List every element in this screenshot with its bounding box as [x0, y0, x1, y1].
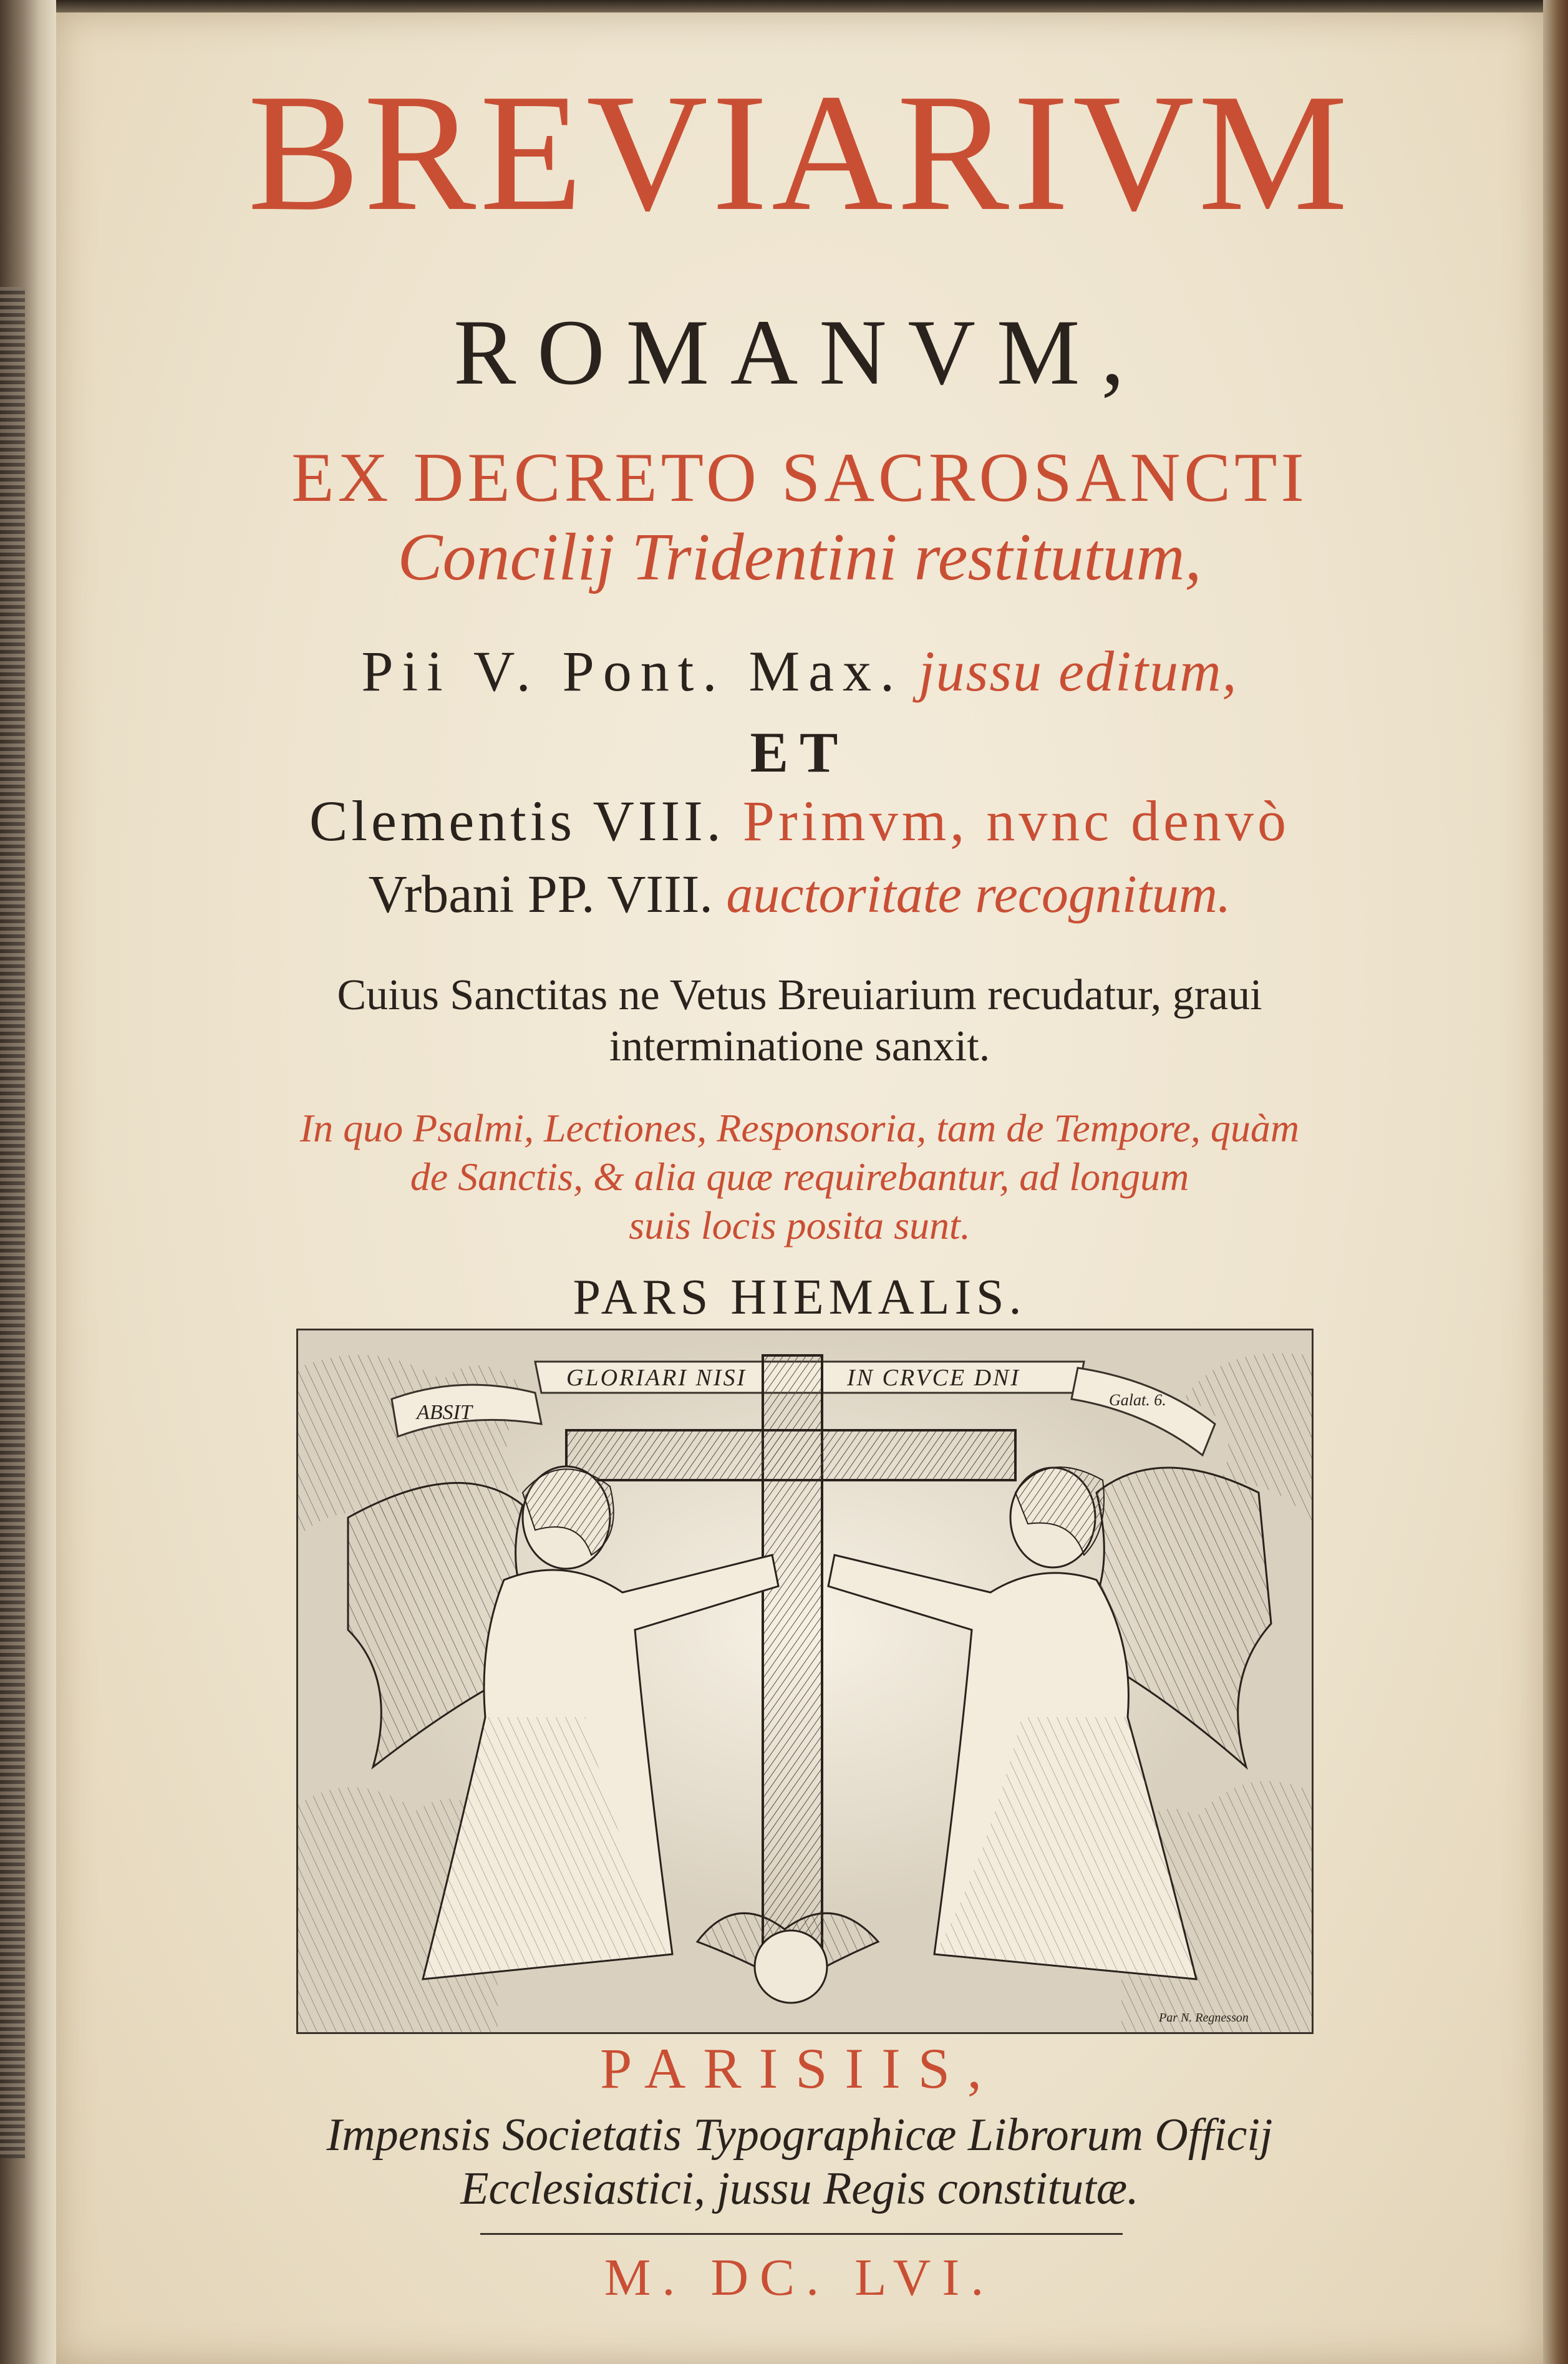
engraving-angels-cross	[296, 1329, 1314, 2034]
publication-date: M. DC. LVI.	[604, 2249, 995, 2307]
title-breviarium: BREVIARIVM	[247, 59, 1352, 246]
line-pius	[56, 639, 1543, 703]
banner-left-text: ABSIT	[417, 1401, 472, 1424]
notice	[56, 970, 1543, 1072]
banner-center-text-b: IN CRVCE DNI	[847, 1365, 1021, 1391]
urban-name: Vrbani PP. VIII.	[368, 864, 713, 924]
line-clement	[56, 789, 1543, 853]
imprint-line-1: Impensis Societatis Typographicæ Librorum Officij	[326, 2110, 1273, 2161]
urban-recognitum: auctoritate recognitum.	[726, 864, 1231, 924]
clement-primum: Primvm, nvnc denvò	[742, 789, 1290, 853]
pars-hiemalis: PARS HIEMALIS.	[573, 1270, 1027, 1325]
line-urban	[56, 864, 1543, 924]
facing-page-print	[0, 287, 25, 2158]
book-right-edge	[1543, 0, 1568, 2364]
notice-line-2: interminatione sanxit.	[609, 1022, 990, 1070]
imprint	[56, 2108, 1543, 2216]
banner-center-text-a: GLORIARI NISI	[566, 1365, 747, 1391]
banner-right-text: Galat. 6.	[1109, 1391, 1166, 1409]
title-concilij: Concilij Tridentini restitutum,	[397, 520, 1202, 594]
contents-line-2: de Sanctis, & alia quæ requirebantur, ad longum	[410, 1155, 1189, 1199]
pius-jussu: jussu editum,	[919, 639, 1238, 703]
notice-line-1: Cuius Sanctitas ne Vetus Breuiarium recudatur, graui	[337, 971, 1262, 1019]
contents-line-3: suis locis posita sunt.	[629, 1203, 970, 1247]
pius-name: Pii V. Pont. Max.	[361, 639, 903, 703]
line-et: ET	[750, 720, 849, 784]
engraver-signature: Par N. Regnesson	[1159, 2011, 1249, 2025]
imprint-rule	[480, 2233, 1123, 2235]
clement-name: Clementis VIII.	[309, 789, 725, 853]
contents	[56, 1104, 1543, 1250]
title-ex-decreto: EX DECRETO SACROSANCTI	[291, 439, 1308, 516]
imprint-city: PARISIIS,	[600, 2037, 999, 2100]
facing-page-edge	[0, 0, 56, 2364]
engraving-illustration	[298, 1330, 1312, 2032]
cross-horizontal	[566, 1430, 1015, 1480]
title-page	[56, 12, 1543, 2364]
title-romanum: ROMANVM,	[453, 301, 1146, 404]
contents-line-1: In quo Psalmi, Lectiones, Responsoria, tam de Tempore, quàm	[299, 1106, 1300, 1150]
imprint-line-2: Ecclesiastici, jussu Regis constitutæ.	[460, 2163, 1139, 2214]
